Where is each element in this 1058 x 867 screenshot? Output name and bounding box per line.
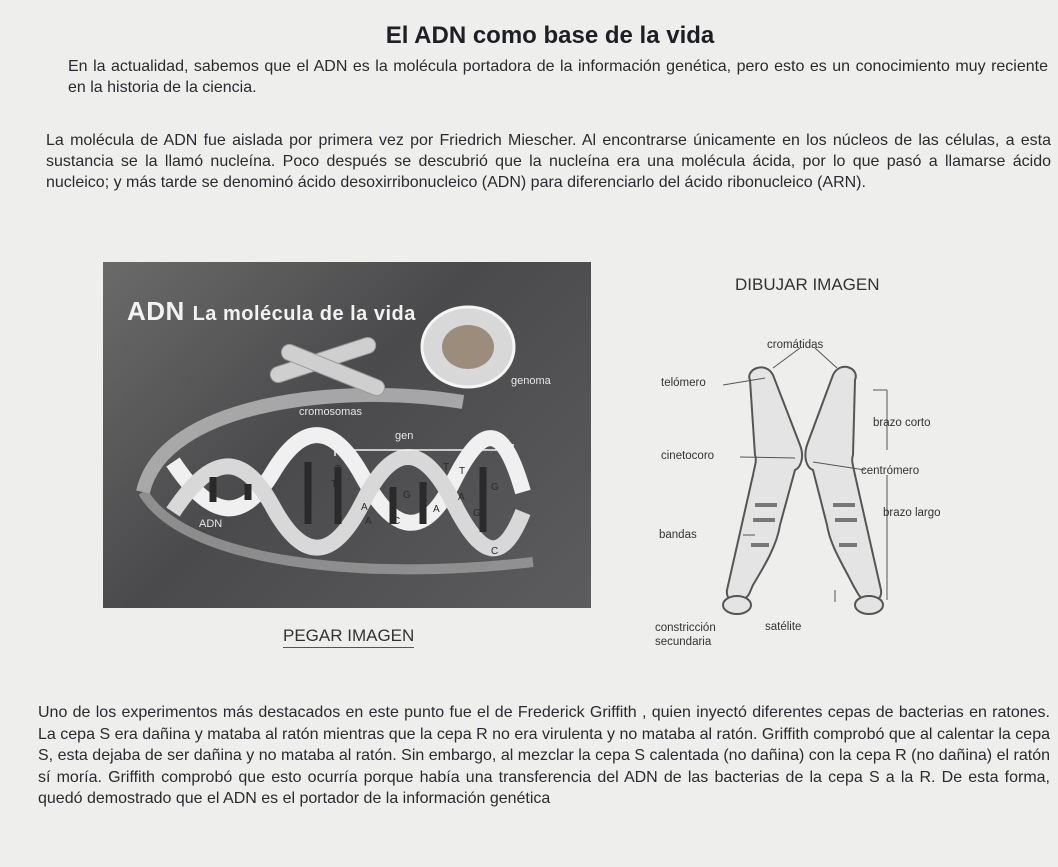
brazo-largo-label: brazo largo (883, 507, 941, 519)
dna-base-label: C (491, 546, 499, 557)
photo-title (127, 296, 416, 327)
genoma-label: genoma (511, 375, 551, 387)
cromatidas-label: cromátidas (767, 339, 824, 351)
page-title: El ADN como base de la vida (385, 22, 715, 49)
dna-base-label: A (365, 516, 372, 527)
dna-base-label: C (393, 516, 401, 527)
dna-base-label: A (458, 492, 465, 503)
dna-base-label: G (491, 482, 499, 493)
brazo-corto-label: brazo corto (873, 417, 931, 429)
intro-paragraph: En la actualidad, sabemos que el ADN es la molécula portadora de la información genética, pero esto es un conocimiento muy reciente en la historia de la ciencia. (68, 58, 1048, 96)
dna-base-label: T (335, 464, 342, 475)
photo-title-sub: La molécula de la vida (192, 303, 416, 325)
paste-image-caption: PEGAR IMAGEN (283, 626, 414, 648)
adn-label: ADN (199, 518, 223, 530)
dna-photo (103, 262, 591, 608)
dna-base-label: A (433, 504, 440, 515)
constriccion-secundaria-label: constricción secundaria (655, 622, 716, 648)
dna-base-label: G (403, 490, 411, 501)
centromero-label: centrómero (861, 465, 920, 477)
gen-label: gen (395, 430, 414, 442)
bandas-label: bandas (659, 529, 697, 541)
dna-base-label: G (473, 508, 481, 519)
telomero-label: telómero (661, 377, 706, 389)
dna-base-label: T (459, 466, 466, 477)
cromosomas-label: cromosomas (299, 406, 362, 418)
history-paragraph: La molécula de ADN fue aislada por primera vez por Friedrich Miescher. Al encontrarse únicamente en los núcleos de las células, a esta sustancia se la llamó nucleína. Poco después se descubrió que la nucleína era una molécula ácida, por lo que pasó a llamarse ácido nucleico; y más tarde se denominó ácido desoxirribonucleico (ADN) para diferenciarlo del ácido ribonucleico (ARN). (46, 132, 1051, 191)
dna-base-label: T (443, 462, 450, 473)
photo-title-main: ADN (127, 296, 185, 326)
draw-image-caption: DIBUJAR IMAGEN (735, 275, 880, 294)
griffith-paragraph: Uno de los experimentos más destacados en este punto fue el de Frederick Griffith , quien inyectó diferentes cepas de bacterias en ratones. La cepa S era dañina y mataba al ratón mientras que la cepa R no era virulenta y no mataba al ratón. Griffith comprobó que al calentar la cepa S, esta dejaba de ser dañina y no mataba al ratón. Sin embargo, al mezclar la cepa S calentada (no dañina) con la cepa R (no dañina) el ratón sí moría. Griffith comprobó que esto ocurría porque había una transferencia del ADN de las bacterias de la cepa S a la R. De esta forma, quedó demostrado que el ADN es el portador de la información genética (38, 704, 1050, 807)
satelite-label: satélite (765, 621, 802, 633)
dna-base-label: T (331, 479, 338, 490)
dna-base-label: A (361, 502, 368, 513)
chromosome-diagram (655, 330, 975, 660)
cinetocoro-label: cinetocoro (661, 450, 715, 462)
